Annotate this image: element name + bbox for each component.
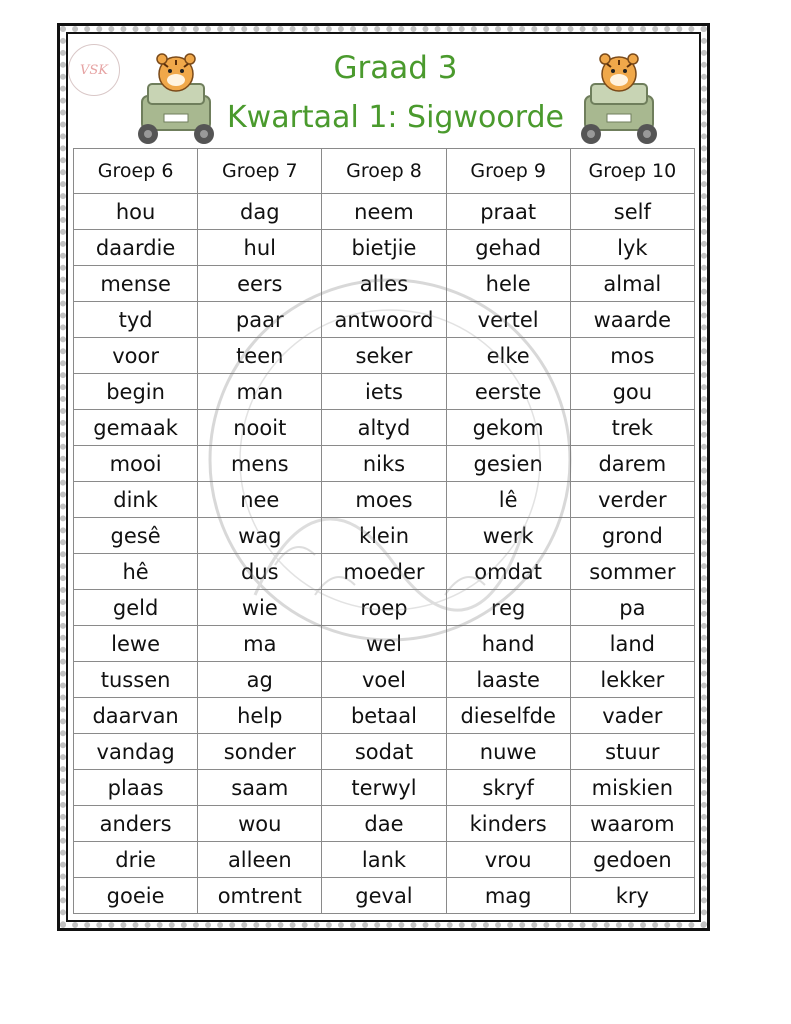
column-header: Groep 9 <box>446 149 570 194</box>
word-cell: gekom <box>446 410 570 446</box>
word-cell: wie <box>198 590 322 626</box>
column-header: Groep 7 <box>198 149 322 194</box>
word-cell: lank <box>322 842 446 878</box>
word-cell: betaal <box>322 698 446 734</box>
word-cell: saam <box>198 770 322 806</box>
word-cell: hou <box>74 194 198 230</box>
word-cell: eers <box>198 266 322 302</box>
word-cell: niks <box>322 446 446 482</box>
word-cell: antwoord <box>322 302 446 338</box>
word-cell: mens <box>198 446 322 482</box>
word-cell: hand <box>446 626 570 662</box>
word-cell: waarde <box>570 302 694 338</box>
word-cell: lê <box>446 482 570 518</box>
word-cell: dae <box>322 806 446 842</box>
sight-words-table <box>73 148 695 914</box>
word-cell: mooi <box>74 446 198 482</box>
word-cell: reg <box>446 590 570 626</box>
word-cell: voel <box>322 662 446 698</box>
word-cell: dag <box>198 194 322 230</box>
word-cell: begin <box>74 374 198 410</box>
word-cell: grond <box>570 518 694 554</box>
word-cell: trek <box>570 410 694 446</box>
column-header: Groep 10 <box>570 149 694 194</box>
word-cell: vader <box>570 698 694 734</box>
table-row <box>74 302 695 338</box>
word-cell: mense <box>74 266 198 302</box>
word-cell: gesien <box>446 446 570 482</box>
table-row <box>74 626 695 662</box>
word-cell: help <box>198 698 322 734</box>
word-cell: tyd <box>74 302 198 338</box>
word-cell: vertel <box>446 302 570 338</box>
word-cell: geld <box>74 590 198 626</box>
word-cell: kinders <box>446 806 570 842</box>
word-cell: sommer <box>570 554 694 590</box>
page-subtitle: Kwartaal 1: Sigwoorde <box>226 100 565 135</box>
word-cell: vrou <box>446 842 570 878</box>
word-cell: voor <box>74 338 198 374</box>
word-cell: daardie <box>74 230 198 266</box>
word-cell: dink <box>74 482 198 518</box>
word-cell: alleen <box>198 842 322 878</box>
word-cell: ag <box>198 662 322 698</box>
table-row <box>74 374 695 410</box>
word-cell: hul <box>198 230 322 266</box>
word-cell: sodat <box>322 734 446 770</box>
word-cell: hê <box>74 554 198 590</box>
word-cell: wag <box>198 518 322 554</box>
word-cell: mos <box>570 338 694 374</box>
word-cell: iets <box>322 374 446 410</box>
word-cell: eerste <box>446 374 570 410</box>
table-row <box>74 734 695 770</box>
word-cell: almal <box>570 266 694 302</box>
word-cell: goeie <box>74 878 198 914</box>
word-cell: alles <box>322 266 446 302</box>
word-cell: teen <box>198 338 322 374</box>
word-cell: omtrent <box>198 878 322 914</box>
word-cell: gemaak <box>74 410 198 446</box>
word-cell: miskien <box>570 770 694 806</box>
word-cell: plaas <box>74 770 198 806</box>
word-cell: land <box>570 626 694 662</box>
table-row <box>74 770 695 806</box>
word-cell: gesê <box>74 518 198 554</box>
word-cell: self <box>570 194 694 230</box>
word-cell: daarvan <box>74 698 198 734</box>
word-cell: skryf <box>446 770 570 806</box>
word-cell: lewe <box>74 626 198 662</box>
column-header: Groep 6 <box>74 149 198 194</box>
word-cell: geval <box>322 878 446 914</box>
word-cell: neem <box>322 194 446 230</box>
page-title: Graad 3 <box>333 50 458 86</box>
word-cell: moes <box>322 482 446 518</box>
word-cell: nuwe <box>446 734 570 770</box>
brand-logo: VSK <box>68 44 120 96</box>
table-row <box>74 698 695 734</box>
table-body <box>74 194 695 914</box>
word-cell: praat <box>446 194 570 230</box>
table-row <box>74 446 695 482</box>
table-row <box>74 806 695 842</box>
table-row <box>74 482 695 518</box>
word-cell: terwyl <box>322 770 446 806</box>
table-row <box>74 662 695 698</box>
table-row <box>74 590 695 626</box>
word-cell: lekker <box>570 662 694 698</box>
word-cell: drie <box>74 842 198 878</box>
word-cell: gedoen <box>570 842 694 878</box>
word-cell: nee <box>198 482 322 518</box>
word-cell: man <box>198 374 322 410</box>
table-row <box>74 266 695 302</box>
word-cell: moeder <box>322 554 446 590</box>
word-cell: tussen <box>74 662 198 698</box>
word-cell: nooit <box>198 410 322 446</box>
word-cell: mag <box>446 878 570 914</box>
word-cell: dieselfde <box>446 698 570 734</box>
table-row <box>74 338 695 374</box>
word-cell: gehad <box>446 230 570 266</box>
word-cell: waarom <box>570 806 694 842</box>
word-cell: pa <box>570 590 694 626</box>
table-row <box>74 842 695 878</box>
word-cell: verder <box>570 482 694 518</box>
word-cell: altyd <box>322 410 446 446</box>
word-cell: werk <box>446 518 570 554</box>
word-cell: stuur <box>570 734 694 770</box>
word-cell: ma <box>198 626 322 662</box>
word-cell: kry <box>570 878 694 914</box>
word-cell: lyk <box>570 230 694 266</box>
word-cell: anders <box>74 806 198 842</box>
word-cell: roep <box>322 590 446 626</box>
table-row <box>74 410 695 446</box>
word-cell: hele <box>446 266 570 302</box>
table-row <box>74 194 695 230</box>
word-cell: wel <box>322 626 446 662</box>
word-cell: klein <box>322 518 446 554</box>
word-cell: vandag <box>74 734 198 770</box>
word-cell: seker <box>322 338 446 374</box>
word-cell: gou <box>570 374 694 410</box>
table-row <box>74 878 695 914</box>
table-row <box>74 230 695 266</box>
table-row <box>74 518 695 554</box>
word-cell: dus <box>198 554 322 590</box>
word-cell: paar <box>198 302 322 338</box>
table-header-row <box>74 149 695 194</box>
table-row <box>74 554 695 590</box>
word-cell: sonder <box>198 734 322 770</box>
word-cell: wou <box>198 806 322 842</box>
column-header: Groep 8 <box>322 149 446 194</box>
word-cell: darem <box>570 446 694 482</box>
word-cell: laaste <box>446 662 570 698</box>
word-cell: bietjie <box>322 230 446 266</box>
word-cell: elke <box>446 338 570 374</box>
word-cell: omdat <box>446 554 570 590</box>
